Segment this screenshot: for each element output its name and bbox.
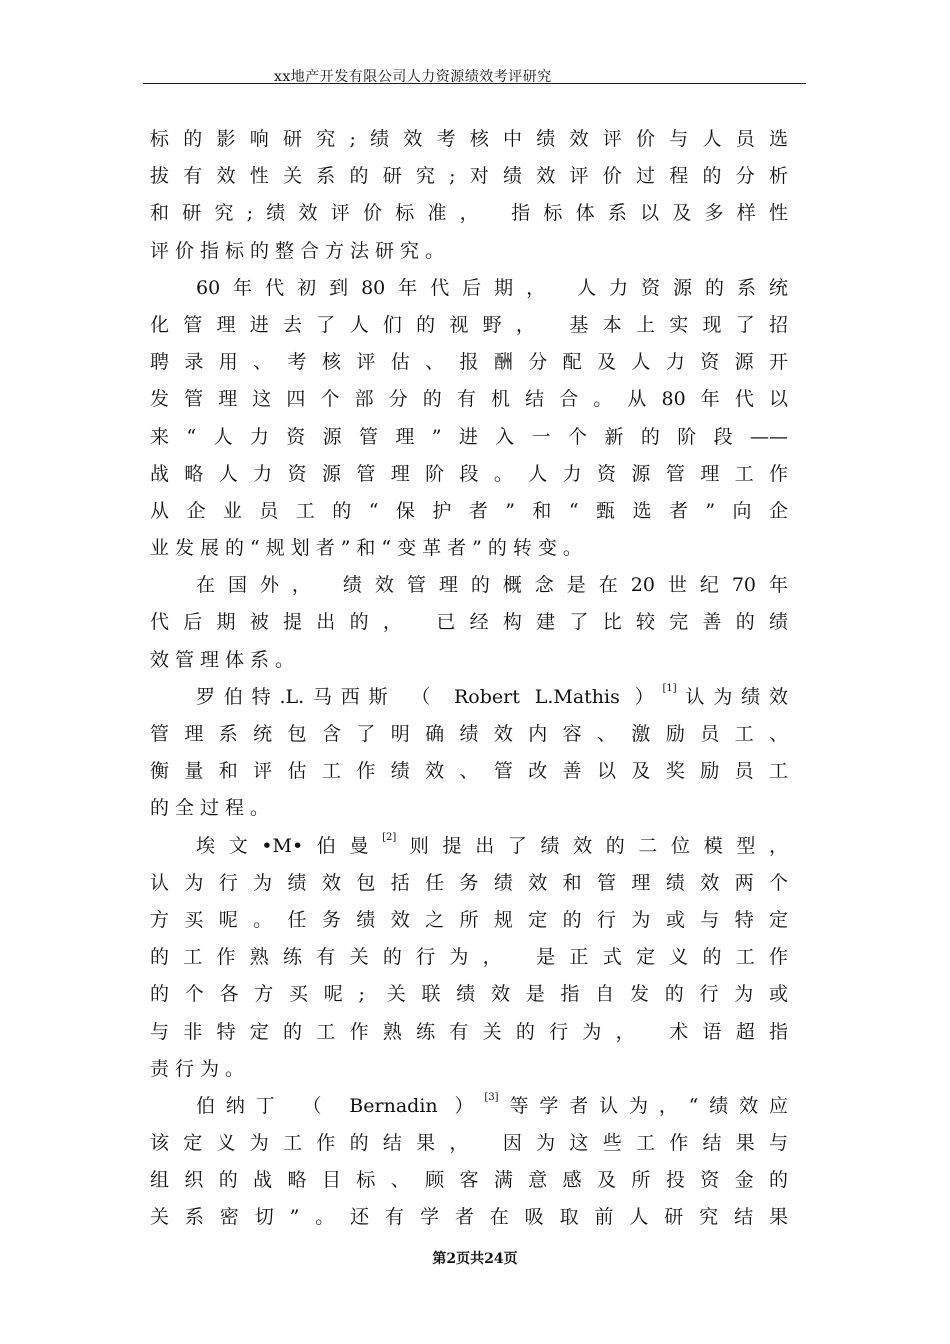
text-line: 拔有效性关系的研究;对绩效评价过程的分析 xyxy=(150,165,788,188)
text-segment: 伯纳丁 （ Bernadin ） xyxy=(196,1094,485,1117)
text-line: 认为行为绩效包括任务绩效和管理绩效两个 xyxy=(150,871,788,894)
text-segment: 埃文•M•伯曼 xyxy=(196,834,383,857)
text-line: 在国外， 绩效管理的概念是在20世纪70年 xyxy=(196,574,788,597)
header-rule xyxy=(143,83,806,84)
citation-ref[interactable]: [3] xyxy=(484,1091,499,1103)
text-line-with-citation xyxy=(150,1088,788,1125)
text-line: 60年代初到80年代后期， 人力资源的系统 xyxy=(196,276,788,299)
citation-ref[interactable]: [1] xyxy=(662,682,677,694)
text-line: 业发展的“规划者”和“变革者”的转变。 xyxy=(150,537,588,560)
text-line: 的工作熟练有关的行为， 是正式定义的工作 xyxy=(150,946,788,969)
text-line: 评价指标的整合方法研究。 xyxy=(150,239,451,262)
text-segment: 认为绩效 xyxy=(676,685,788,708)
text-line: 聘录用、考核评估、报酬分配及人力资源开 xyxy=(150,351,788,374)
text-line: 的个各方买呢; 关联绩效是指自发的行为或 xyxy=(150,983,788,1006)
text-segment: 则提出了绩效的二位模型， xyxy=(396,834,788,857)
text-line: 标的影响研究;绩效考核中绩效评价与人员选 xyxy=(150,128,788,150)
text-line: 和研究;绩效评价标准， 指标体系以及多样性 xyxy=(150,202,788,225)
text-line: 方买呢。任务绩效之所规定的行为或与特定 xyxy=(150,908,788,931)
text-line: 责行为。 xyxy=(150,1057,251,1080)
text-segment: 罗伯特.L.马西斯 （ Robert L.Mathis ） xyxy=(196,685,663,708)
text-line: 效管理体系。 xyxy=(150,648,301,671)
text-line: 组织的战略目标、顾客满意感及所投资金的 xyxy=(150,1169,788,1192)
body-text xyxy=(150,121,788,1237)
text-line: 战略人力资源管理阶段。人力资源管理工作 xyxy=(150,462,788,485)
citation-ref[interactable]: [2] xyxy=(382,831,397,843)
page-number-footer: 第2页共24页 xyxy=(432,1251,518,1267)
text-line-with-citation xyxy=(150,679,788,716)
text-line: 化管理进去了人们的视野， 基本上实现了招 xyxy=(150,313,788,336)
page-header-title: xx地产开发有限公司人力资源绩效考评研究 xyxy=(274,69,552,85)
text-line: 衡量和评估工作绩效、管改善以及奖励员工 xyxy=(150,760,788,783)
text-line: 与非特定的工作熟练有关的行为， 术语超指 xyxy=(150,1020,788,1043)
text-segment: 等学者认为，“绩效应 xyxy=(498,1094,788,1117)
text-line: 管理系统包含了明确绩效内容、激励员工、 xyxy=(150,723,788,745)
text-line: 的全过程。 xyxy=(150,797,276,820)
text-line: 该定义为工作的结果， 因为这些工作结果与 xyxy=(150,1132,788,1155)
text-line: 发管理这四个部分的有机结合。从80年代以 xyxy=(150,388,788,411)
text-line: 来“人力资源管理”进入一个新的阶段—— xyxy=(150,425,788,448)
text-line: 从企业员工的“保护者”和“甄选者”向企 xyxy=(150,499,788,522)
text-line: 关系密切”。还有学者在吸取前人研究结果 xyxy=(150,1206,788,1229)
text-line: 代后期被提出的， 已经构建了比较完善的绩 xyxy=(150,611,788,634)
text-line-with-citation xyxy=(150,828,788,865)
